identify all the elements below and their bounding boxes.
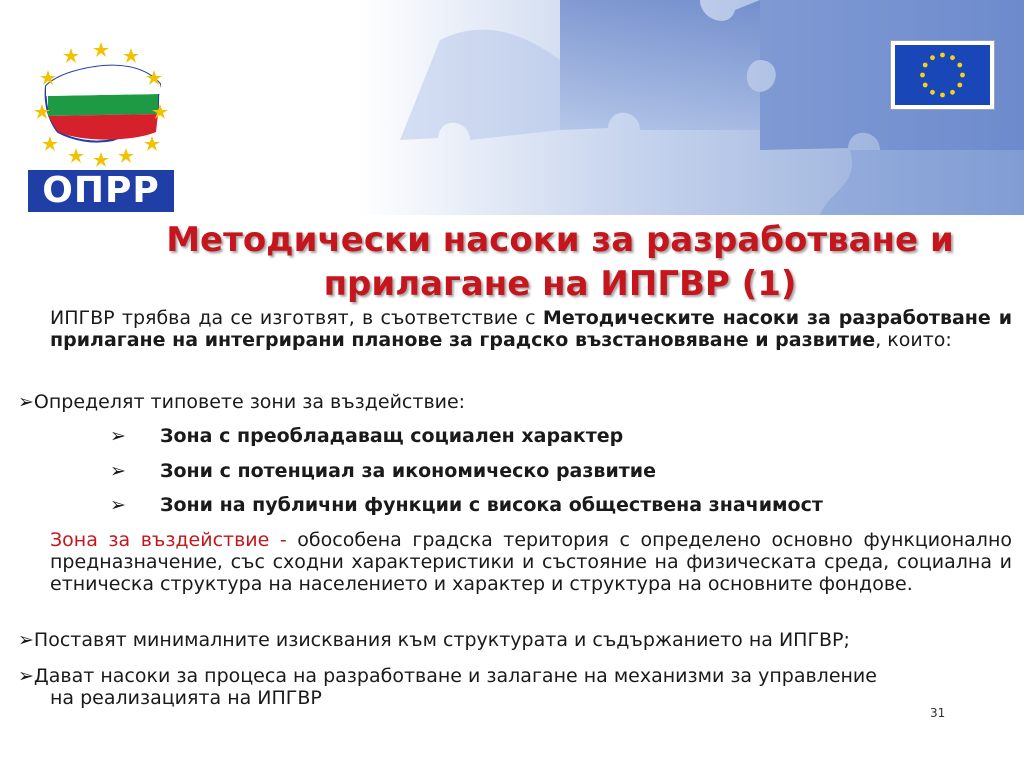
bullet-text: Поставят минималните изисквания към структурата и съдържанието на ИПГВР; — [33, 629, 850, 651]
title-line-1: Методически насоки за разработване и — [166, 220, 954, 260]
page-number: 31 — [930, 706, 946, 720]
sub-bullet-text: Зони на публични функции с висока обществена значимост — [160, 494, 823, 516]
title-line-2: прилагане на ИПГВР (1) — [323, 264, 797, 304]
intro-text-2: , които: — [875, 329, 952, 351]
sub-bullet-text: Зони с потенциал за икономическо развитие — [160, 460, 656, 482]
intro-text-1: ИПГВР трябва да се изготвят, в съответствие с — [50, 307, 543, 329]
bullet-minimum-requirements — [18, 629, 1008, 651]
eu-flag-icon — [890, 40, 995, 110]
definition-paragraph — [50, 529, 1012, 595]
eu-stars-circle — [895, 45, 990, 105]
sub-bullet-economic — [110, 460, 1010, 482]
arrow-bullet-icon: ➢ — [110, 425, 126, 447]
definition-text: обособена градска територия с определено основно функционално предназначение, със сходни характеристики и състояние на физическата среда, социална и етническа структура на населението и характер и структура на основните фондове. — [50, 529, 1012, 595]
arrow-bullet-icon: ➢ — [18, 629, 34, 651]
oprr-logo — [28, 36, 174, 212]
header-banner — [0, 0, 1024, 215]
bullet-text: Определят типовете зони за въздействие: — [33, 391, 466, 413]
bullet-text-line-2: на реализацията на ИПГВР — [50, 687, 322, 709]
arrow-bullet-icon: ➢ — [18, 391, 34, 413]
intro-paragraph — [50, 307, 1012, 351]
arrow-bullet-icon: ➢ — [110, 460, 126, 482]
definition-term: Зона за въздействие - — [50, 529, 298, 551]
bullet-text-line-1: Дават насоки за процеса на разработване и залагане на механизми за управление — [33, 665, 877, 687]
arrow-bullet-icon: ➢ — [110, 494, 126, 516]
bullet-guidance — [18, 665, 1013, 709]
sub-bullet-social — [110, 425, 1010, 447]
bullet-zone-types — [18, 391, 1008, 413]
sub-bullet-public — [110, 494, 1010, 516]
bulgaria-map-stars-icon — [28, 36, 174, 170]
slide-title — [100, 218, 1020, 306]
sub-bullet-text: Зона с преобладаващ социален характер — [160, 425, 624, 447]
intro-bold-text: Методическите насоки за разработване и прилагане на интегрирани планове за градско възстановяване и развитие — [50, 307, 1013, 351]
arrow-bullet-icon: ➢ — [18, 665, 34, 687]
logo-text: ОПРР — [42, 170, 160, 211]
